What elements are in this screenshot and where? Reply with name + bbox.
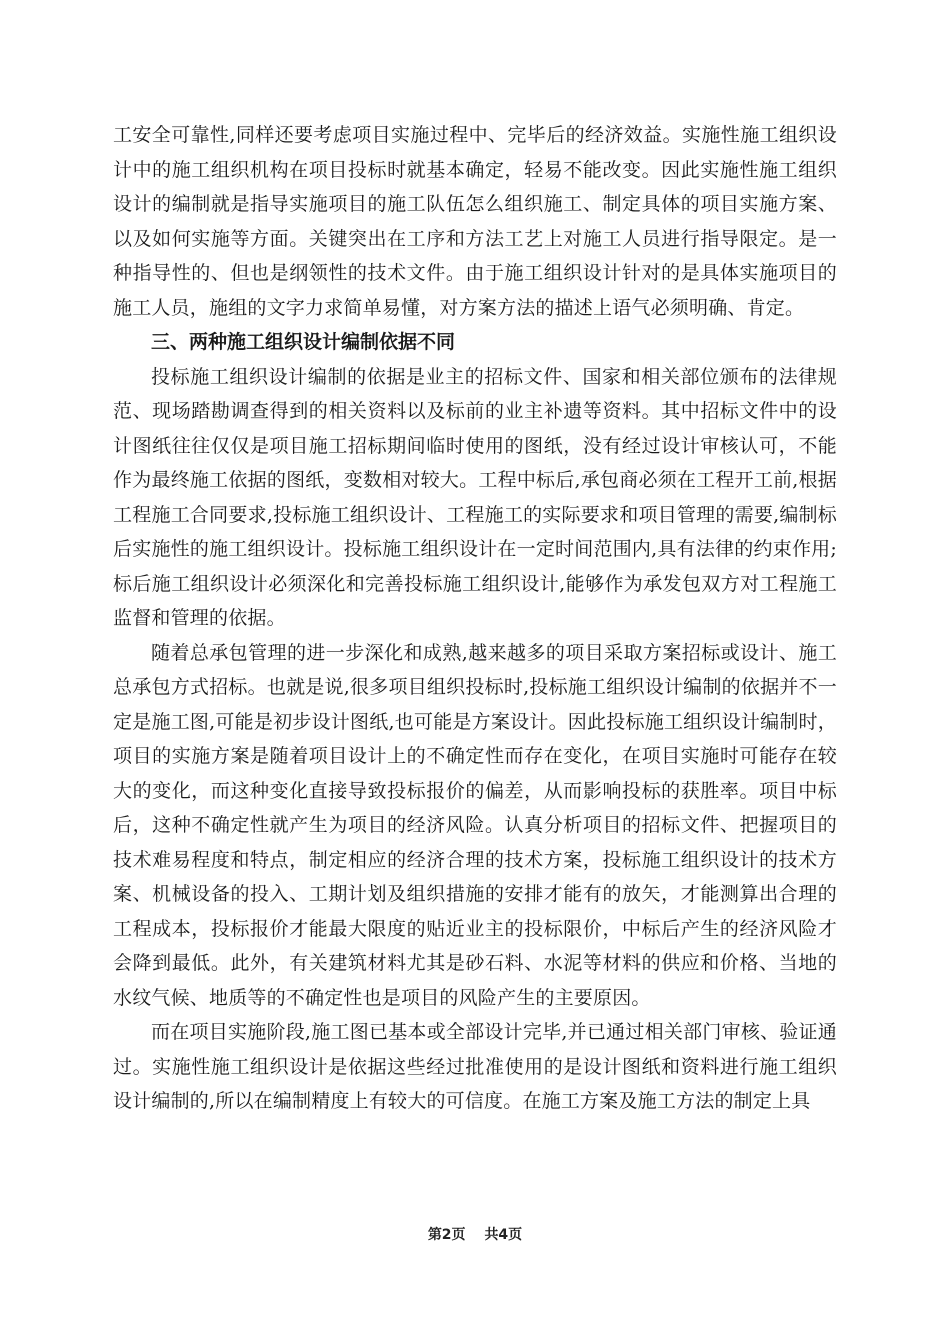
paragraph-bid-basis: 投标施工组织设计编制的依据是业主的招标文件、国家和相关部位颁布的法律规范、现场踏勘调查得到的相关资料以及标前的业主补遗等资料。其中招标文件中的设计图纸往往仅仅是项目施工招标期间临时使用的图纸，没有经过设计审核认可，不能作为最终施工依据的图纸，变数相对较大。工程中标后,承包商必须在工程开工前,根据工程施工合同要求,投标施工组织设计、工程施工的实际要求和项目管理的需要,编制标后实施性的施工组织设计。投标施工组织设计在一定时间范围内,具有法律的约束作用;标后施工组织设计必须深化和完善投标施工组织设计,能够作为承发包双方对工程施工监督和管理的依据。 (113, 365, 837, 629)
page-total: 共4页 (484, 1227, 523, 1243)
document-body (113, 118, 837, 1119)
paragraph-general-contracting: 随着总承包管理的进一步深化和成熟,越来越多的项目采取方案招标或设计、施工总承包方式招标。也就是说,很多项目组织投标时,投标施工组织设计编制的依据并不一定是施工图,可能是初步设计图纸,也可能是方案设计。因此投标施工组织设计编制时，项目的实施方案是随着项目设计上的不确定性而存在变化，在项目实施时可能存在较大的变化，而这种变化直接导致投标报价的偏差，从而影响投标的获胜率。项目中标后，这种不确定性就产生为项目的经济风险。认真分析项目的招标文件、把握项目的技术难易程度和特点，制定相应的经济合理的技术方案，投标施工组织设计的技术方案、机械设备的投入、工期计划及组织措施的安排才能有的放矢，才能测算出合理的工程成本，投标报价才能最大限度的贴近业主的投标限价，中标后产生的经济风险才会降到最低。此外，有关建筑材料尤其是砂石料、水泥等材料的供应和价格、当地的水纹气候、地质等的不确定性也是项目的风险产生的主要原因。 (113, 641, 837, 1009)
paragraph-continuation: 工安全可靠性,同样还要考虑项目实施过程中、完毕后的经济效益。实施性施工组织设计中的施工组织机构在项目投标时就基本确定，轻易不能改变。因此实施性施工组织设计的编制就是指导实施项目的施工队伍怎么组织施工、制定具体的项目实施方案、以及如何实施等方面。关键突出在工序和方法工艺上对施工人员进行指导限定。是一种指导性的、但也是纲领性的技术文件。由于施工组织设计针对的是具体实施项目的施工人员，施组的文字力求简单易懂，对方案方法的描述上语气必须明确、肯定。 (113, 124, 837, 319)
section-heading: 三、两种施工组织设计编制依据不同 (151, 331, 456, 353)
page-number: 第2页 (427, 1227, 466, 1243)
paragraph-implementation-stage: 而在项目实施阶段,施工图已基本或全部设计完毕,并已通过相关部门审核、验证通过。实施性施工组织设计是依据这些经过批准使用的是设计图纸和资料进行施工组织设计编制的,所以在编制精度上有较大的可信度。在施工方案及施工方法的制定上具 (113, 1021, 837, 1112)
page-footer (0, 1224, 950, 1244)
